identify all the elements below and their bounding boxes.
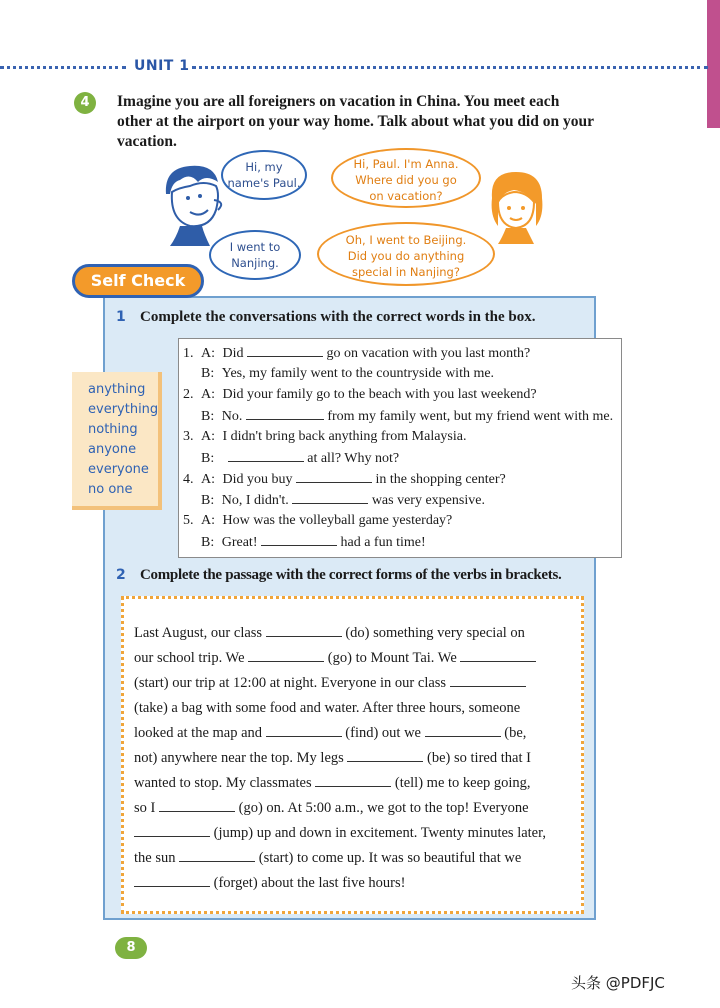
- line-text: Did your family go to the beach with you last weekend?: [222, 387, 537, 402]
- convo-line: [201, 492, 485, 509]
- answer-blank[interactable]: [347, 750, 423, 762]
- passage-text: looked at the map and: [134, 725, 263, 741]
- q1-instruction: Complete the conversations with the correct words in the box.: [140, 309, 536, 325]
- answer-blank[interactable]: [425, 725, 501, 737]
- dotted-rule-left: [0, 66, 126, 69]
- answer-blank[interactable]: [246, 408, 324, 420]
- speaker: B:: [201, 409, 215, 424]
- answer-blank[interactable]: [460, 650, 536, 662]
- answer-blank[interactable]: [296, 471, 372, 483]
- convo-line: [183, 387, 537, 403]
- answer-blank[interactable]: [228, 450, 304, 462]
- item-number: 2.: [183, 387, 194, 402]
- passage-line: [134, 750, 531, 767]
- speech-bubble-anna-1: Hi, Paul. I'm Anna. Where did you go on vacation?: [331, 148, 481, 208]
- passage-text: (start) to come up. It was so beautiful that we: [258, 850, 522, 866]
- item-number: 1.: [183, 346, 194, 361]
- word-box-item: anyone: [88, 442, 137, 457]
- answer-blank[interactable]: [247, 345, 323, 357]
- convo-line: [183, 429, 466, 445]
- answer-blank[interactable]: [315, 775, 391, 787]
- passage-text: (take) a bag with some food and water. After three hours, someone: [134, 700, 521, 716]
- exercise-instruction: Imagine you are all foreigners on vacation in China. You meet each other at the airport on your way home. Talk about what you did on your vacation.: [117, 93, 594, 150]
- convo-line: [201, 450, 399, 467]
- girl-illustration: [484, 168, 548, 244]
- answer-blank[interactable]: [248, 650, 324, 662]
- watermark-text: 头条 @PDFJC: [571, 974, 665, 992]
- convo-line: [201, 366, 494, 382]
- passage-text: (forget) about the last five hours!: [213, 875, 406, 891]
- self-check-title: Self Check: [72, 264, 204, 298]
- line-text: How was the volleyball game yesterday?: [222, 513, 453, 528]
- passage-box: [121, 596, 584, 914]
- line-text: No.: [221, 409, 243, 424]
- line-text: go on vacation with you last month?: [326, 346, 531, 361]
- exercise-number-badge: 4: [74, 92, 96, 114]
- line-text: had a fun time!: [340, 535, 426, 550]
- word-box-item: nothing: [88, 422, 138, 437]
- speaker: A:: [201, 346, 215, 361]
- passage-line: [134, 675, 526, 692]
- convo-line: [201, 408, 613, 425]
- convo-line: [183, 513, 452, 529]
- speaker: B:: [201, 493, 215, 508]
- line-text: No, I didn't.: [221, 493, 289, 508]
- word-box-item: everything: [88, 402, 159, 417]
- speaker: B:: [201, 535, 215, 550]
- word-box: [72, 372, 162, 510]
- answer-blank[interactable]: [266, 625, 342, 637]
- line-text: Did: [222, 346, 244, 361]
- answer-blank[interactable]: [450, 675, 526, 687]
- line-text: was very expensive.: [371, 493, 485, 508]
- line-text: in the shopping center?: [375, 472, 506, 487]
- convo-line: [183, 345, 530, 362]
- line-text: Great!: [221, 535, 258, 550]
- item-number: 4.: [183, 472, 194, 487]
- q2-instruction: Complete the passage with the correct forms of the verbs in brackets.: [140, 567, 562, 583]
- unit-header: [0, 58, 708, 76]
- passage-text: Last August, our class: [134, 625, 263, 641]
- line-text: I didn't bring back anything from Malaysia.: [222, 429, 467, 444]
- speaker: A:: [201, 472, 215, 487]
- passage-line: [134, 650, 536, 667]
- unit-label: UNIT 1: [134, 58, 190, 74]
- answer-blank[interactable]: [134, 825, 210, 837]
- convo-line: [183, 471, 506, 488]
- word-box-item: anything: [88, 382, 146, 397]
- answer-blank[interactable]: [261, 534, 337, 546]
- answer-blank[interactable]: [292, 492, 368, 504]
- convo-line: [201, 534, 426, 551]
- line-text: from my family went, but my friend went with me.: [327, 409, 614, 424]
- passage-text: (tell) me to keep going,: [394, 775, 531, 791]
- passage-line: [134, 725, 526, 742]
- item-number: 3.: [183, 429, 194, 444]
- passage-text: not) anywhere near the top. My legs: [134, 750, 344, 766]
- passage-line: [134, 700, 520, 717]
- passage-text: the sun: [134, 850, 176, 866]
- speaker: B:: [201, 366, 215, 381]
- item-number: 5.: [183, 513, 194, 528]
- line-text: at all? Why not?: [307, 451, 400, 466]
- dotted-rule-right: [192, 66, 708, 69]
- passage-text: our school trip. We: [134, 650, 245, 666]
- side-tab: [707, 0, 720, 128]
- passage-text: (go) to Mount Tai. We: [327, 650, 457, 666]
- q2-number: 2: [116, 567, 126, 583]
- passage-text: (find) out we: [345, 725, 421, 741]
- speech-bubble-paul-1: Hi, my name's Paul.: [221, 150, 307, 200]
- passage-text: (start) our trip at 12:00 at night. Everyone in our class: [134, 675, 447, 691]
- line-text: Yes, my family went to the countryside with me.: [221, 366, 495, 381]
- passage-text: (be) so tired that I: [427, 750, 531, 766]
- passage-line: [134, 800, 529, 817]
- answer-blank[interactable]: [134, 875, 210, 887]
- passage-text: so I: [134, 800, 156, 816]
- answer-blank[interactable]: [266, 725, 342, 737]
- speech-bubble-paul-2: I went to Nanjing.: [209, 230, 301, 280]
- q1-number: 1: [116, 309, 126, 325]
- speaker: A:: [201, 429, 215, 444]
- answer-blank[interactable]: [159, 800, 235, 812]
- line-text: Did you buy: [222, 472, 293, 487]
- word-box-item: everyone: [88, 462, 149, 477]
- passage-line: [134, 850, 521, 867]
- speaker: A:: [201, 513, 215, 528]
- passage-line: [134, 875, 405, 892]
- passage-text: (be,: [504, 725, 527, 741]
- passage-text: (go) on. At 5:00 a.m., we got to the top! Everyone: [238, 800, 529, 816]
- passage-text: wanted to stop. My classmates: [134, 775, 312, 791]
- passage-text: (do) something very special on: [345, 625, 525, 641]
- page-number: 8: [115, 937, 147, 959]
- passage-line: [134, 825, 546, 842]
- speech-bubble-anna-2: Oh, I went to Beijing. Did you do anything special in Nanjing?: [317, 222, 495, 286]
- passage-line: [134, 775, 531, 792]
- speaker: A:: [201, 387, 215, 402]
- passage-line: [134, 625, 525, 642]
- speaker: B:: [201, 451, 215, 466]
- answer-blank[interactable]: [179, 850, 255, 862]
- conversations-box: [178, 338, 622, 558]
- passage-text: (jump) up and down in excitement. Twenty minutes later,: [213, 825, 546, 841]
- word-box-item: no one: [88, 482, 133, 497]
